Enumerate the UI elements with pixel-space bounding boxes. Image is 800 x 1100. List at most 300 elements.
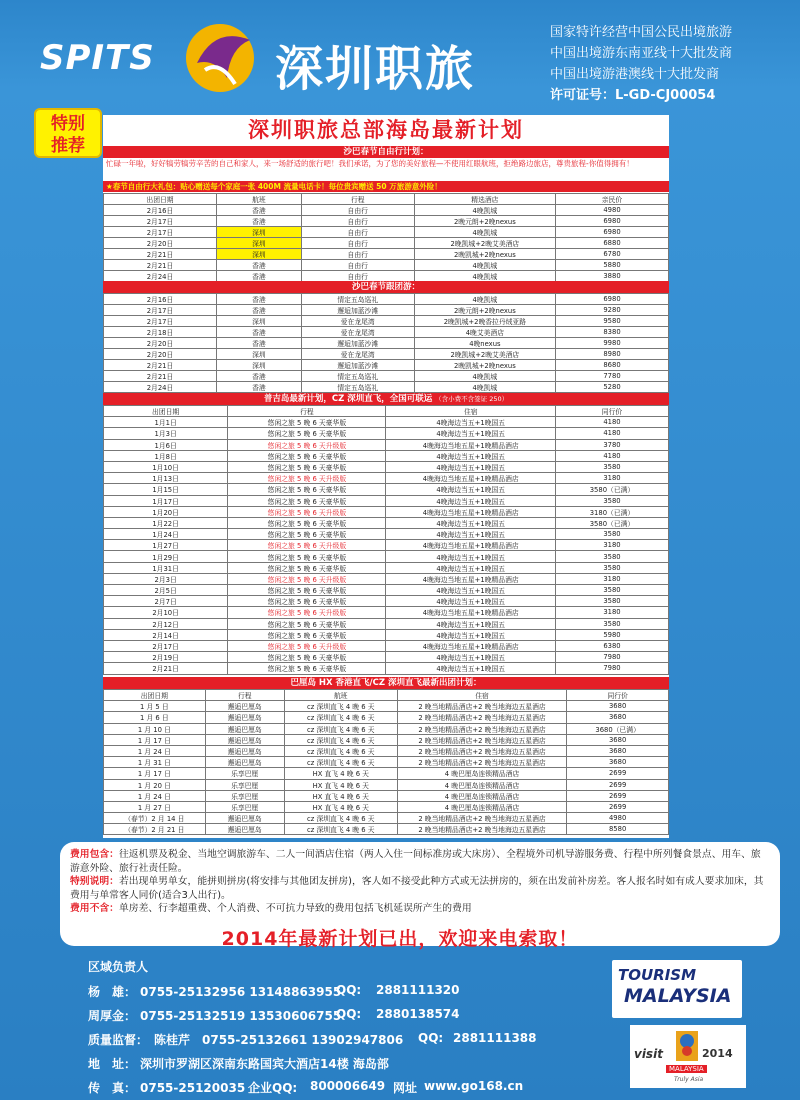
table-cell: 情定五岛巡礼 [301, 371, 414, 382]
table-cell: 自由行 [301, 238, 414, 249]
table-cell: 4 晚巴厘岛连锁精品酒店 [397, 790, 567, 801]
sabah-note: 忙碌一年啦，好好犒劳犒劳辛苦的自己和家人，来一场舒适的旅行吧！我们承诺，为了您的美好旅程—不使用红眼航班，拒绝路边旅店，尊贵旅程-你值得拥有！ [106, 159, 634, 168]
table-cell: 悠闲之旅 5 晚 6 天豪华版 [228, 417, 386, 428]
table-cell: 2 晚当地精品酒店+2 晚当地海边五星酒店 [397, 757, 567, 768]
table-cell: 悠闲之旅 5 晚 6 天豪华版 [228, 585, 386, 596]
sabah-free-table [103, 193, 669, 282]
table-row [104, 540, 669, 551]
table-cell: 6880 [556, 238, 669, 249]
table-row [104, 305, 669, 316]
table-cell: 1 月 10 日 [104, 723, 206, 734]
table-row [104, 768, 669, 779]
gift-bar: ★春节自由行大礼包：贴心赠送每个家庭一张 400M 流量电话卡！每位贵宾赠送 50 万旅游意外险！ [103, 181, 669, 192]
table-cell: 3580 [555, 618, 668, 629]
table-cell: 1月10日 [104, 461, 228, 472]
column-header: 出团日期 [104, 194, 217, 205]
table-cell: 9580 [556, 316, 669, 327]
contact-phone: 陈桂芹 0755-25132661 13902947806 [154, 1033, 404, 1047]
table-cell: 4晚海边当五+1晚国五 [386, 529, 556, 540]
table-cell: 香港 [217, 338, 302, 349]
table-cell: 深圳 [217, 349, 302, 360]
qq-number: 2881111388 [453, 1031, 537, 1045]
table-row [104, 249, 669, 260]
table-row [104, 216, 669, 227]
table-cell: 4晚海边当五+1晚国五 [386, 517, 556, 528]
table-cell: 4晚海边当五+1晚国五 [386, 495, 556, 506]
table-row [104, 734, 669, 745]
table-row [104, 801, 669, 812]
table-row [104, 495, 669, 506]
table-cell: 悠闲之旅 5 晚 6 天升级版 [228, 607, 386, 618]
visit-country: MALAYSIA [666, 1065, 707, 1073]
slogan: 2014年最新计划已出，欢迎来电索取！ [221, 928, 579, 950]
contact-row [88, 1031, 537, 1048]
table-cell: 8680 [556, 360, 669, 371]
table-row [104, 238, 669, 249]
table-cell: 2月7日 [104, 596, 228, 607]
terms-text: 单房差、行李超重费、个人消费、不可抗力导致的费用包括飞机延误所产生的费用 [118, 903, 472, 914]
table-cell: 悠闲之旅 5 晚 6 天升级版 [228, 540, 386, 551]
table-row [104, 618, 669, 629]
visit-emblem-icon [674, 1029, 700, 1063]
website-url: www.go168.cn [424, 1079, 524, 1093]
tourism-text: TOURISM [618, 966, 697, 984]
table-row [104, 712, 669, 723]
table-cell: 6980 [556, 216, 669, 227]
table-cell: 1月13日 [104, 473, 228, 484]
table-row [104, 723, 669, 734]
table-row [104, 585, 669, 596]
table-cell: 4晚nexus [414, 338, 555, 349]
table-cell: 邂逅加蓝沙滩 [301, 305, 414, 316]
table-cell: 4 晚巴厘岛连锁精品酒店 [397, 801, 567, 812]
table-cell: 4晚凯城 [414, 271, 555, 282]
sabah-group-table [103, 293, 669, 393]
table-cell: 2晚凯城+2晚nexus [414, 249, 555, 260]
table-cell: 2月16日 [104, 294, 217, 305]
section-bar-phuket [103, 393, 669, 405]
qq-label: QQ: [336, 983, 362, 997]
table-cell: 悠闲之旅 5 晚 6 天豪华版 [228, 596, 386, 607]
table-cell: 4晚海边当五+1晚国五 [386, 596, 556, 607]
section-bar-bali: 巴厘岛 HX 香港直飞/CZ 深圳直飞最新出团计划： [103, 677, 669, 689]
table-cell: 2699 [567, 801, 669, 812]
table-cell: 1月29日 [104, 551, 228, 562]
table-cell: 香港 [217, 382, 302, 393]
table-row [104, 260, 669, 271]
table-cell: 1月6日 [104, 439, 228, 450]
table-cell: 4晚海边当五+1晚国五 [386, 663, 556, 674]
table-cell: 深圳 [217, 238, 302, 249]
table-cell: 悠闲之旅 5 晚 6 天豪华版 [228, 562, 386, 573]
contact-key: 传 真： [88, 1081, 137, 1095]
table-cell: 4晚海边当五+1晚国五 [386, 551, 556, 562]
table-cell: 爱在龙尾湾 [301, 349, 414, 360]
column-header: 住宿 [386, 406, 556, 417]
table-row [104, 701, 669, 712]
table-cell: 4180 [555, 428, 668, 439]
table-cell: 2月17日 [104, 316, 217, 327]
table-cell: 3580 [555, 562, 668, 573]
table-cell: 自由行 [301, 227, 414, 238]
table-cell: 邂逅巴厘岛 [205, 712, 284, 723]
table-cell: 5980 [555, 629, 668, 640]
license-number: 许可证号：L-GD-CJ00054 [550, 88, 716, 103]
table-row [104, 824, 669, 835]
table-cell: 6980 [556, 294, 669, 305]
table-cell: 3580 [555, 529, 668, 540]
table-cell: 6780 [556, 249, 669, 260]
qq-label: QQ: [336, 1007, 362, 1021]
contact-row [88, 1079, 524, 1096]
table-cell: 2月3日 [104, 573, 228, 584]
table-cell: 邂逅巴厘岛 [205, 757, 284, 768]
terms-label: 特别说明： [70, 876, 119, 887]
phuket-bar-title: 普吉岛最新计划，CZ 深圳直飞，全国可联运 [263, 394, 433, 404]
table-header-row [104, 406, 669, 417]
table-cell: 3680 [567, 757, 669, 768]
table-cell: 3580 [555, 551, 668, 562]
table-cell: 悠闲之旅 5 晚 6 天豪华版 [228, 484, 386, 495]
table-cell: 4180 [555, 417, 668, 428]
table-cell: 邂逅加蓝沙滩 [301, 360, 414, 371]
license-line: 中国出境游东南亚线十大批发商 [550, 46, 733, 61]
table-cell: 3680 [567, 734, 669, 745]
table-cell: 2月21日 [104, 663, 228, 674]
table-row [104, 205, 669, 216]
column-header: 航班 [217, 194, 302, 205]
table-cell: 2月17日 [104, 305, 217, 316]
table-row [104, 573, 669, 584]
table-cell: 3180 [555, 540, 668, 551]
table-cell: cz 深圳直飞 4 晚 6 天 [284, 723, 397, 734]
terms-label: 费用不含： [70, 903, 119, 914]
table-cell: HX 直飞 4 晚 6 天 [284, 779, 397, 790]
phuket-bar-note: （含小费不含签证 250） [435, 395, 509, 403]
table-cell: 4180 [555, 450, 668, 461]
table-cell: 2晚凯城+2晚nexus [414, 360, 555, 371]
table-cell: 7980 [555, 652, 668, 663]
table-cell: 2晚凯城+2晚香拉丹绒亚路 [414, 316, 555, 327]
table-cell: 爱在龙尾湾 [301, 327, 414, 338]
table-cell: 4 晚巴厘岛连锁精品酒店 [397, 768, 567, 779]
table-cell: 4晚海边当地五星+1晚精品酒店 [386, 473, 556, 484]
table-cell: 香港 [217, 327, 302, 338]
table-cell: 2月17日 [104, 216, 217, 227]
table-cell: 3580 [555, 495, 668, 506]
table-cell: 2月10日 [104, 607, 228, 618]
table-cell: 4晚海边当五+1晚国五 [386, 585, 556, 596]
table-cell: 邂逅巴厘岛 [205, 734, 284, 745]
table-cell: 情定五岛巡礼 [301, 294, 414, 305]
table-cell: 2月24日 [104, 271, 217, 282]
table-cell: 5880 [556, 260, 669, 271]
table-cell: 香港 [217, 294, 302, 305]
license-line: 国家特许经营中国公民出境旅游 [550, 25, 733, 40]
table-cell: 悠闲之旅 5 晚 6 天豪华版 [228, 428, 386, 439]
table-cell: 4晚海边当地五星+1晚精品酒店 [386, 540, 556, 551]
table-cell: 2月18日 [104, 327, 217, 338]
table-cell: 1月31日 [104, 562, 228, 573]
table-cell: 1 月 17 日 [104, 768, 206, 779]
table-cell: 1月8日 [104, 450, 228, 461]
table-row [104, 371, 669, 382]
table-cell: 香港 [217, 205, 302, 216]
column-header: 航班 [284, 690, 397, 701]
table-row [104, 461, 669, 472]
table-cell: 4晚海边当地五星+1晚精品酒店 [386, 607, 556, 618]
table-row [104, 294, 669, 305]
table-row [104, 428, 669, 439]
table-cell: 2 晚当地精品酒店+2 晚当地海边五星酒店 [397, 701, 567, 712]
license-line: 中国出境游港澳线十大批发商 [550, 67, 720, 82]
qq-number: 2880138574 [376, 1007, 460, 1021]
table-row [104, 349, 669, 360]
table-cell: 悠闲之旅 5 晚 6 天豪华版 [228, 517, 386, 528]
table-cell: 1 月 6 日 [104, 712, 206, 723]
table-cell: 香港 [217, 271, 302, 282]
table-cell: 4晚凯城 [414, 227, 555, 238]
table-cell: 2 晚当地精品酒店+2 晚当地海边五星酒店 [397, 824, 567, 835]
table-cell: 7780 [556, 371, 669, 382]
column-header: 住宿 [397, 690, 567, 701]
table-cell: 自由行 [301, 216, 414, 227]
badge-line: 特别 [51, 114, 85, 134]
table-cell: 2 晚当地精品酒店+2 晚当地海边五星酒店 [397, 813, 567, 824]
page-title: 深圳职旅总部海岛最新计划 [248, 118, 524, 142]
table-cell: 深圳 [217, 249, 302, 260]
table-cell: 2月16日 [104, 205, 217, 216]
table-row [104, 316, 669, 327]
contact-row [88, 983, 460, 1000]
table-row [104, 360, 669, 371]
table-cell: 2699 [567, 768, 669, 779]
contacts-title: 区域负责人 [88, 960, 149, 974]
contact-phone: 0755-25132956 13148863955 [140, 985, 342, 999]
table-cell: 4晚海边当五+1晚国五 [386, 428, 556, 439]
table-cell: 邂逅巴厘岛 [205, 701, 284, 712]
table-cell: 3580（已满） [555, 517, 668, 528]
table-row [104, 450, 669, 461]
table-cell: 悠闲之旅 5 晚 6 天豪华版 [228, 450, 386, 461]
table-cell: 1月15日 [104, 484, 228, 495]
table-row [104, 745, 669, 756]
table-cell: 3580 [555, 596, 668, 607]
table-cell: 乐享巴厘 [205, 768, 284, 779]
column-header: 亲民价 [556, 194, 669, 205]
table-row [104, 562, 669, 573]
table-cell: 2月20日 [104, 349, 217, 360]
table-cell: 2月17日 [104, 227, 217, 238]
table-row [104, 473, 669, 484]
table-row [104, 607, 669, 618]
table-cell: 自由行 [301, 249, 414, 260]
table-cell: 2月21日 [104, 360, 217, 371]
table-cell: 2月20日 [104, 238, 217, 249]
table-row [104, 757, 669, 768]
table-cell: 2月17日 [104, 640, 228, 651]
terms-special [70, 875, 770, 902]
table-cell: 乐享巴厘 [205, 779, 284, 790]
table-cell: 4晚海边当地五星+1晚精品酒店 [386, 506, 556, 517]
logo-swirl-icon [175, 18, 265, 96]
table-cell: 3180 [555, 473, 668, 484]
table-cell: 1 月 20 日 [104, 779, 206, 790]
table-cell: 2月19日 [104, 652, 228, 663]
table-cell: 3180（已满） [555, 506, 668, 517]
table-row [104, 517, 669, 528]
table-cell: 2月21日 [104, 249, 217, 260]
tourism-malaysia-logo [612, 960, 742, 1018]
table-row [104, 640, 669, 651]
column-header: 行程 [228, 406, 386, 417]
table-cell: 1月1日 [104, 417, 228, 428]
table-cell: 4晚海边当五+1晚国五 [386, 562, 556, 573]
table-cell: 4晚海边当地五星+1晚精品酒店 [386, 640, 556, 651]
table-cell: 自由行 [301, 260, 414, 271]
column-header: 同行价 [567, 690, 669, 701]
table-cell: 2 晚当地精品酒店+2 晚当地海边五星酒店 [397, 745, 567, 756]
table-cell: cz 深圳直飞 4 晚 6 天 [284, 813, 397, 824]
table-row [104, 506, 669, 517]
table-cell: 1 月 17 日 [104, 734, 206, 745]
table-cell: 4980 [556, 205, 669, 216]
table-cell: 悠闲之旅 5 晚 6 天豪华版 [228, 551, 386, 562]
table-cell: 乐享巴厘 [205, 790, 284, 801]
phuket-table [103, 405, 669, 675]
table-cell: （春节）2 月 14 日 [104, 813, 206, 824]
table-cell: 4 晚巴厘岛连锁精品酒店 [397, 779, 567, 790]
table-cell: 4晚凯城 [414, 294, 555, 305]
table-cell: 3180 [555, 573, 668, 584]
table-row [104, 790, 669, 801]
table-cell: 8380 [556, 327, 669, 338]
visit-malaysia-logo [630, 1025, 746, 1088]
table-cell: 深圳 [217, 227, 302, 238]
table-cell: 悠闲之旅 5 晚 6 天豪华版 [228, 461, 386, 472]
table-cell: 2 晚当地精品酒店+2 晚当地海边五星酒店 [397, 723, 567, 734]
table-cell: 2月21日 [104, 260, 217, 271]
table-cell: 悠闲之旅 5 晚 6 天豪华版 [228, 629, 386, 640]
contact-address: 深圳市罗湖区深南东路国宾大酒店14楼 海岛部 [140, 1057, 389, 1071]
table-cell: 2699 [567, 779, 669, 790]
visit-tagline: Truly Asia [674, 1076, 704, 1083]
table-cell: 1月24日 [104, 529, 228, 540]
corp-qq-number: 800006649 [310, 1079, 386, 1093]
column-header: 精选酒店 [414, 194, 555, 205]
license-info [550, 22, 732, 106]
table-cell: cz 深圳直飞 4 晚 6 天 [284, 757, 397, 768]
table-cell: 2月21日 [104, 371, 217, 382]
table-cell: 情定五岛巡礼 [301, 382, 414, 393]
contact-row [88, 1007, 460, 1024]
table-cell: 2月14日 [104, 629, 228, 640]
table-cell: 悠闲之旅 5 晚 6 天豪华版 [228, 652, 386, 663]
table-cell: 深圳 [217, 360, 302, 371]
table-cell: 2699 [567, 790, 669, 801]
table-cell: 6980 [556, 227, 669, 238]
terms-included [70, 848, 770, 875]
table-cell: 3880 [556, 271, 669, 282]
table-cell: 邂逅巴厘岛 [205, 723, 284, 734]
table-row [104, 338, 669, 349]
table-row [104, 439, 669, 450]
table-cell: 自由行 [301, 205, 414, 216]
table-cell: 3180 [555, 607, 668, 618]
table-cell: 香港 [217, 216, 302, 227]
table-cell: HX 直飞 4 晚 6 天 [284, 801, 397, 812]
table-cell: 3580（已满） [555, 484, 668, 495]
table-cell: 4晚凯城 [414, 205, 555, 216]
plan-sheet [103, 115, 669, 838]
brand-cn: 深圳职旅 [275, 41, 476, 97]
table-cell: 1月22日 [104, 517, 228, 528]
table-cell: 邂逅加蓝沙滩 [301, 338, 414, 349]
contact-key: 质量监督： [88, 1033, 149, 1047]
table-cell: 2月20日 [104, 338, 217, 349]
table-cell: 3680 [567, 745, 669, 756]
table-cell: 悠闲之旅 5 晚 6 天豪华版 [228, 618, 386, 629]
contact-key: 周厚金： [88, 1009, 137, 1023]
table-cell: 1 月 5 日 [104, 701, 206, 712]
table-cell: 2晚凯城+2晚艾美酒店 [414, 349, 555, 360]
table-cell: 2月12日 [104, 618, 228, 629]
table-cell: 4晚海边当五+1晚国五 [386, 618, 556, 629]
table-cell: 3680 [567, 701, 669, 712]
table-row [104, 271, 669, 282]
terms-label: 费用包含： [70, 849, 119, 860]
column-header: 出团日期 [104, 406, 228, 417]
table-cell: 香港 [217, 260, 302, 271]
column-header: 出团日期 [104, 690, 206, 701]
table-cell: 悠闲之旅 5 晚 6 天升级版 [228, 439, 386, 450]
table-cell: 悠闲之旅 5 晚 6 天豪华版 [228, 529, 386, 540]
table-cell: 1月17日 [104, 495, 228, 506]
table-cell: 1月27日 [104, 540, 228, 551]
table-cell: 1月20日 [104, 506, 228, 517]
malaysia-text: MALAYSIA [624, 985, 732, 1007]
website-label: 网址 [393, 1081, 418, 1095]
table-cell: 2月5日 [104, 585, 228, 596]
table-cell: 8580 [567, 824, 669, 835]
table-cell: cz 深圳直飞 4 晚 6 天 [284, 824, 397, 835]
table-row [104, 529, 669, 540]
table-cell: 3680 [567, 712, 669, 723]
table-cell: 1 月 31 日 [104, 757, 206, 768]
table-cell: 3780 [555, 439, 668, 450]
table-row [104, 779, 669, 790]
table-cell: 自由行 [301, 271, 414, 282]
table-cell: 6380 [555, 640, 668, 651]
table-cell: 4980 [567, 813, 669, 824]
table-cell: 1 月 24 日 [104, 745, 206, 756]
table-cell: 爱在龙尾湾 [301, 316, 414, 327]
table-cell: 4晚海边当五+1晚国五 [386, 652, 556, 663]
table-row [104, 551, 669, 562]
badge-line: 推荐 [51, 136, 85, 156]
table-row [104, 227, 669, 238]
table-cell: 悠闲之旅 5 晚 6 天豪华版 [228, 495, 386, 506]
table-cell: 2 晚当地精品酒店+2 晚当地海边五星酒店 [397, 712, 567, 723]
qq-number: 2881111320 [376, 983, 460, 997]
terms-text: 若出现单男单女，能拼则拼房(将安排与其他团友拼房)，客人如不接受此种方式或无法拼房的，须在出发前补房差。客人报名时如有成人要求加床，其费用与单常客人同价(适合3人出行)。 [70, 876, 764, 901]
column-header: 行程 [205, 690, 284, 701]
header [0, 0, 800, 105]
column-header: 同行价 [555, 406, 668, 417]
table-cell: 2晚凯城+2晚艾美酒店 [414, 238, 555, 249]
table-cell: 9280 [556, 305, 669, 316]
table-row [104, 484, 669, 495]
